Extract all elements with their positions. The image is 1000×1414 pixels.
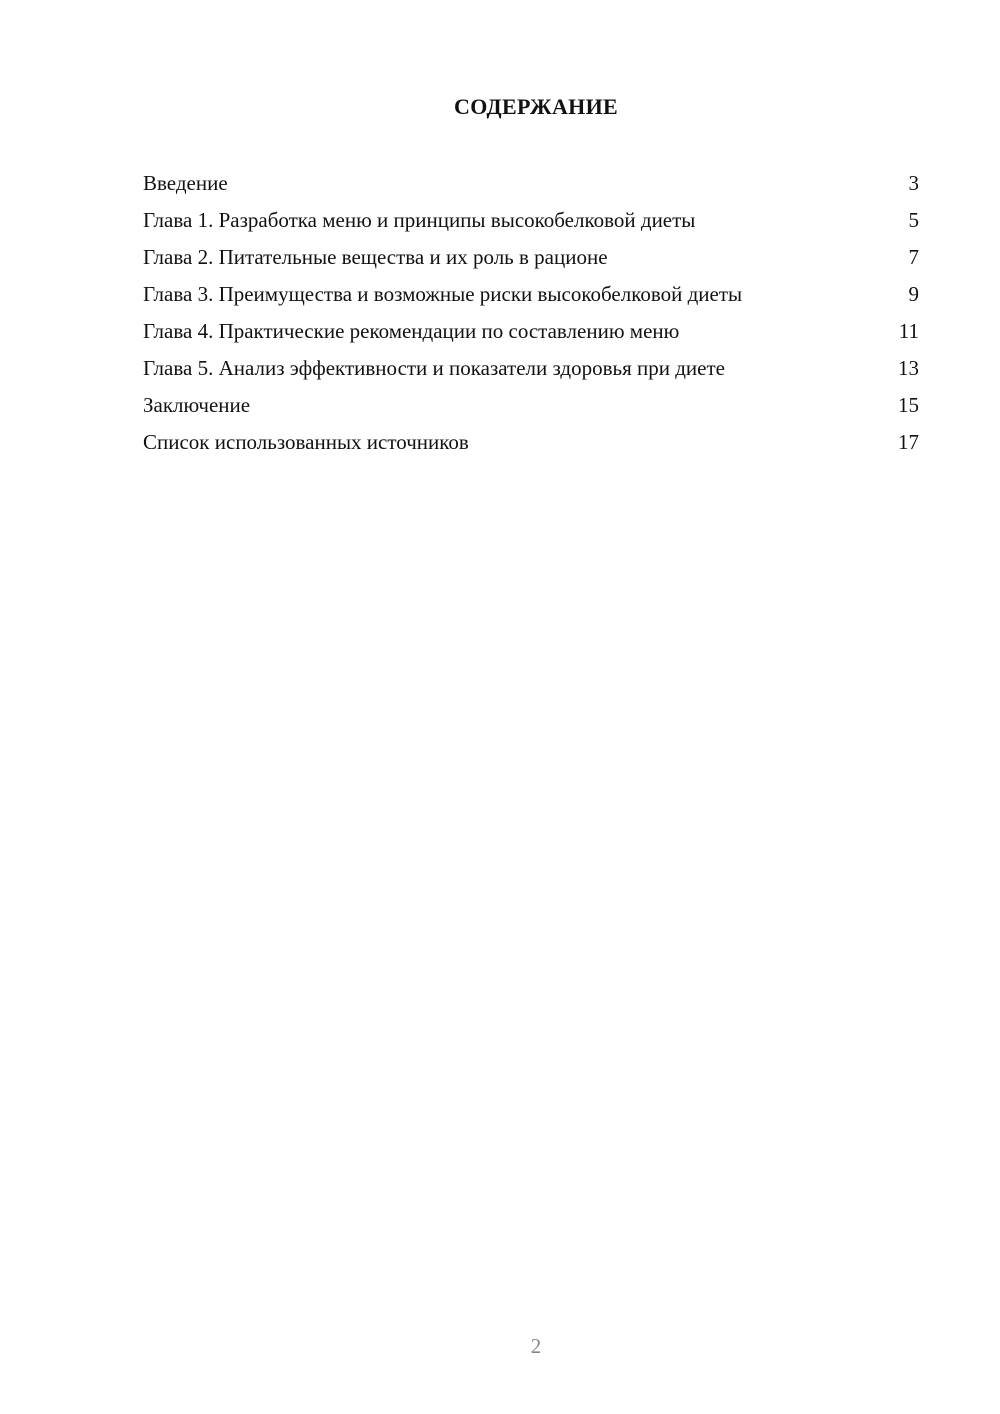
table-of-contents — [143, 170, 919, 466]
toc-entry-label: Введение — [143, 171, 228, 195]
toc-entry-references — [143, 429, 919, 456]
toc-entry-page: 9 — [908, 282, 919, 306]
toc-entry-chapter-2 — [143, 244, 919, 271]
toc-entry-chapter-5 — [143, 355, 919, 382]
toc-entry-page: 17 — [898, 430, 919, 454]
toc-entry-introduction — [143, 170, 919, 197]
toc-entry-label: Глава 4. Практические рекомендации по составлению меню — [143, 319, 680, 343]
page-title: СОДЕРЖАНИЕ — [454, 94, 618, 119]
toc-entry-label: Заключение — [143, 393, 251, 417]
toc-entry-label: Глава 1. Разработка меню и принципы высокобелковой диеты — [143, 208, 696, 232]
toc-entry-label: Глава 2. Питательные вещества и их роль в рационе — [143, 245, 608, 269]
toc-entry-page: 11 — [898, 319, 919, 343]
toc-entry-conclusion — [143, 392, 919, 419]
toc-entry-page: 3 — [908, 171, 919, 195]
toc-entry-label: Список использованных источников — [143, 430, 469, 454]
toc-entry-page: 13 — [898, 356, 919, 380]
page-number: 2 — [530, 1334, 542, 1358]
toc-entry-page: 7 — [908, 245, 919, 269]
toc-entry-label: Глава 3. Преимущества и возможные риски высокобелковой диеты — [143, 282, 743, 306]
toc-entry-label: Глава 5. Анализ эффективности и показатели здоровья при диете — [143, 356, 725, 380]
toc-entry-page: 5 — [908, 208, 919, 232]
toc-entry-chapter-4 — [143, 318, 919, 345]
toc-entry-chapter-1 — [143, 207, 919, 234]
toc-entry-page: 15 — [898, 393, 919, 417]
toc-entry-chapter-3 — [143, 281, 919, 308]
